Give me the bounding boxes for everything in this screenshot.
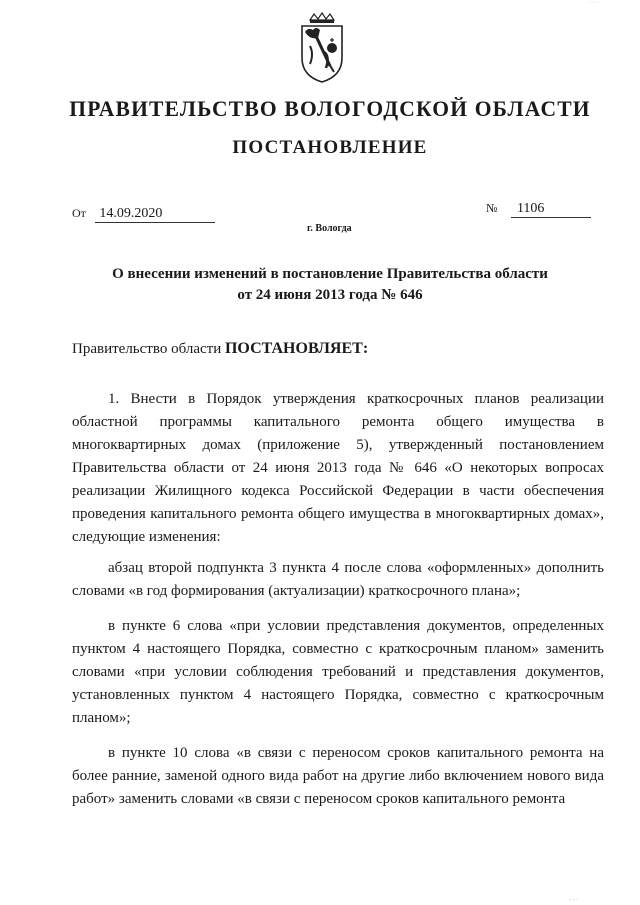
date-field <box>72 206 215 223</box>
number-field <box>486 201 591 218</box>
paragraph-3: в пункте 6 слова «при условии представления документов, определенных пунктом 4 настоящего Порядка, совместно с краткосрочным планом» заменить словами «при условии соблюдения требований и представления документов, установленных пунктом 4 настоящего Порядка, совместно с краткосрочным планом»; <box>72 618 604 726</box>
scan-mark-bottom: · · · <box>569 897 578 903</box>
number-label: № <box>486 201 498 215</box>
document-subject <box>70 264 590 306</box>
document-type: ПОСТАНОВЛЕНИЕ <box>232 137 428 158</box>
city-label: г. Вологда <box>307 223 352 234</box>
preamble-resolution: ПОСТАНОВЛЯЕТ: <box>224 340 369 357</box>
vologda-coat-of-arms-icon <box>296 12 348 86</box>
document-body <box>72 388 604 823</box>
subject-line-1: О внесении изменений в постановление Правительства области <box>112 266 548 282</box>
date-label: От <box>72 206 86 220</box>
preamble <box>72 340 368 358</box>
government-title: ПРАВИТЕЛЬСТВО ВОЛОГОДСКОЙ ОБЛАСТИ <box>69 96 591 121</box>
date-value: 14.09.2020 <box>95 206 215 223</box>
scan-mark-top: · · · <box>589 0 598 6</box>
subject-line-2: от 24 июня 2013 года № 646 <box>237 287 423 303</box>
paragraph-4: в пункте 10 слова «в связи с переносом сроков капитального ремонта на более ранние, заменой одного вида работ на другие либо включением нового вида работ» заменить словами «в связи с переносом сроков капитального ремонта <box>72 745 604 807</box>
preamble-text: Правительство области <box>72 341 225 357</box>
number-value: 1106 <box>511 201 591 218</box>
paragraph-1: 1. Внести в Порядок утверждения краткосрочных планов реализации областной программы капитального ремонта общего имущества в многоквартирных домах (приложение 5), утвержденный постановлением Правительства области от 24 июня 2013 года № 646 «О некоторых вопросах реализации Жилищного кодекса Российской Федерации в части обеспечения проведения капитального ремонта общего имущества в многоквартирных домах», следующие изменения: <box>72 391 604 545</box>
paragraph-2: абзац второй подпункта 3 пункта 4 после слова «оформленных» дополнить словами «в год формирования (актуализации) краткосрочного плана»; <box>72 560 604 599</box>
